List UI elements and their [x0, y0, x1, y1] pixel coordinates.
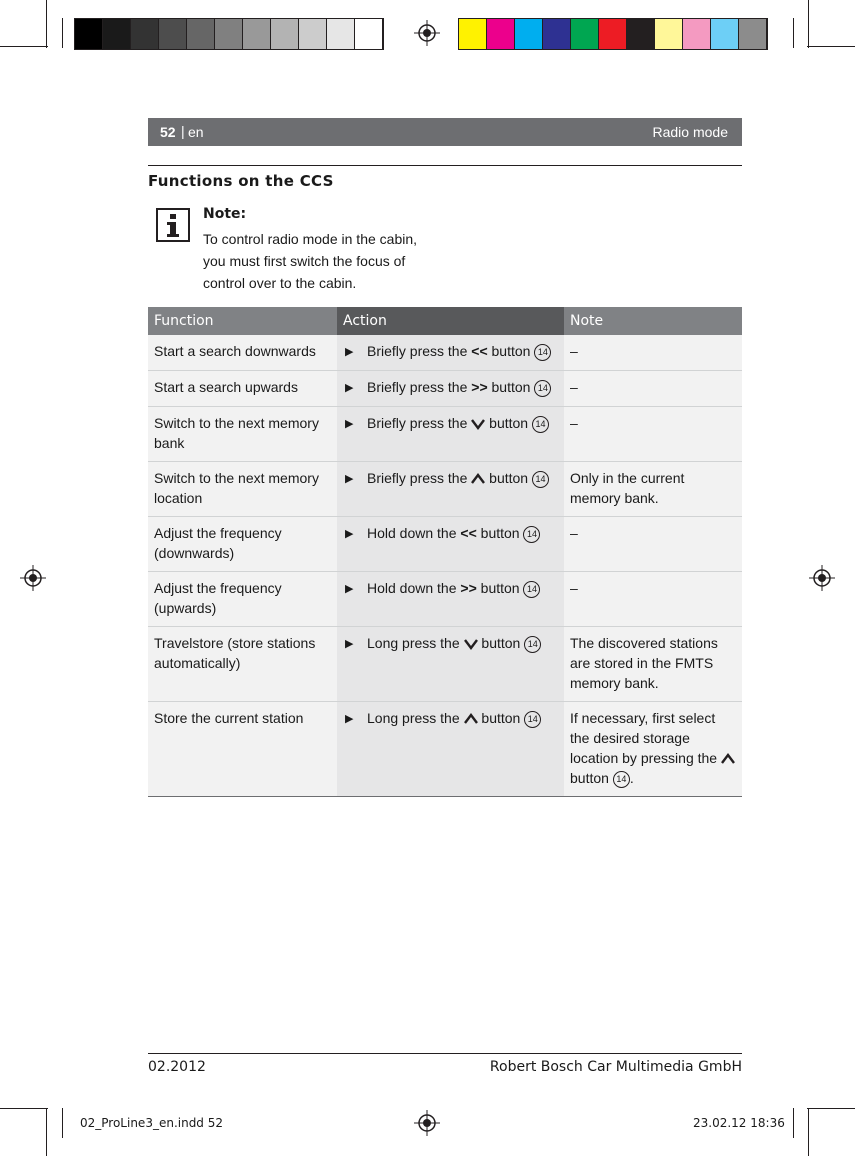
crop-mark	[0, 46, 48, 47]
action-cell	[337, 517, 564, 572]
action-text	[367, 578, 540, 599]
table-row	[148, 572, 742, 627]
action-cell	[337, 462, 564, 517]
note-cell	[564, 462, 742, 517]
slug-file: 02_ProLine3_en.indd 52	[80, 1116, 224, 1130]
color-swatch	[515, 19, 543, 49]
action-button-word: button	[489, 415, 529, 431]
action-cell	[337, 407, 564, 462]
note-text	[203, 228, 433, 294]
color-swatch	[75, 19, 103, 49]
action-text	[367, 633, 541, 654]
crop-mark	[62, 18, 63, 48]
crop-mark	[793, 18, 794, 48]
page-number: 52	[160, 124, 176, 140]
action-cell	[337, 371, 564, 407]
crop-mark	[808, 0, 809, 48]
action-text	[367, 413, 549, 434]
page-header-bar	[148, 118, 742, 146]
function-cell: Switch to the next memory bank	[148, 407, 337, 462]
registration-mark-icon	[809, 565, 835, 591]
button-number-badge: 14	[532, 471, 549, 488]
color-swatch	[571, 19, 599, 49]
note-cell-text: If necessary, first select the desired storage location by pressing the	[570, 710, 718, 766]
color-swatch	[599, 19, 627, 49]
action-verb: Hold down the	[367, 525, 457, 541]
note-cell	[564, 371, 742, 407]
note-line: control over to the cabin.	[203, 275, 357, 291]
section-title: Functions on the CCS	[148, 172, 334, 190]
footer-rule	[148, 1053, 742, 1054]
chevron-up-icon	[471, 473, 485, 485]
color-swatch	[159, 19, 187, 49]
action-text	[367, 341, 551, 362]
button-number-badge: 14	[532, 416, 549, 433]
action-verb: Briefly press the	[367, 379, 468, 395]
note-cell-text: –	[570, 415, 578, 431]
button-number-badge: 14	[534, 344, 551, 361]
seek-glyph: <<	[460, 525, 477, 541]
bullet-triangle-icon: ▶	[345, 473, 354, 485]
action-button-word: button	[481, 710, 521, 726]
bullet-triangle-icon: ▶	[345, 528, 354, 540]
seek-glyph: >>	[460, 580, 477, 596]
table-row	[148, 462, 742, 517]
button-number-badge: 14	[524, 711, 541, 728]
bullet-triangle-icon: ▶	[345, 418, 354, 430]
note-cell-text: .	[629, 770, 634, 786]
column-header-note: Note	[564, 307, 742, 335]
note-title: Note:	[203, 206, 247, 222]
color-swatch	[103, 19, 131, 49]
note-line: you must first switch the focus of	[203, 253, 406, 269]
action-verb: Briefly press the	[367, 343, 468, 359]
table-row	[148, 517, 742, 572]
table-header-row	[148, 307, 742, 335]
chevron-down-icon	[464, 638, 478, 650]
bullet-triangle-icon: ▶	[345, 382, 354, 394]
action-cell	[337, 627, 564, 702]
note-cell	[564, 627, 742, 702]
language-code: en	[188, 124, 204, 140]
slug-timestamp: 23.02.12 18:36	[693, 1116, 785, 1130]
action-button-word: button	[489, 470, 529, 486]
function-cell: Store the current station	[148, 702, 337, 797]
cmyk-color-bar	[458, 18, 768, 50]
note-cell	[564, 517, 742, 572]
button-number-badge: 14	[534, 380, 551, 397]
color-swatch	[683, 19, 711, 49]
color-swatch	[487, 19, 515, 49]
color-swatch	[711, 19, 739, 49]
action-text	[367, 523, 540, 544]
function-cell: Switch to the next memory location	[148, 462, 337, 517]
color-swatch	[327, 19, 355, 49]
action-button-word: button	[491, 379, 531, 395]
color-swatch	[627, 19, 655, 49]
bullet-triangle-icon: ▶	[345, 713, 354, 725]
function-cell: Travelstore (store stations automatically)	[148, 627, 337, 702]
crop-mark	[46, 0, 47, 48]
table-row	[148, 702, 742, 797]
note-cell-text: button	[570, 770, 609, 786]
bullet-triangle-icon: ▶	[345, 346, 354, 358]
action-button-word: button	[481, 635, 521, 651]
button-number-badge: 14	[613, 771, 630, 788]
footer-date: 02.2012	[148, 1059, 206, 1075]
action-text	[367, 708, 541, 729]
function-cell: Adjust the frequency (upwards)	[148, 572, 337, 627]
color-swatch	[299, 19, 327, 49]
crop-mark	[793, 1108, 794, 1138]
function-cell: Start a search upwards	[148, 371, 337, 407]
seek-glyph: <<	[471, 343, 488, 359]
functions-table	[148, 307, 742, 797]
action-text	[367, 377, 551, 398]
color-swatch	[543, 19, 571, 49]
crop-mark	[807, 1108, 855, 1109]
chevron-up-icon	[721, 753, 735, 765]
button-number-badge: 14	[523, 581, 540, 598]
crop-mark	[808, 1108, 809, 1156]
action-verb: Long press the	[367, 710, 460, 726]
button-number-badge: 14	[524, 636, 541, 653]
action-button-word: button	[480, 580, 520, 596]
crop-mark	[62, 1108, 63, 1138]
note-cell-text: –	[570, 525, 578, 541]
note-cell	[564, 335, 742, 371]
color-swatch	[355, 19, 383, 49]
action-button-word: button	[491, 343, 531, 359]
header-separator: |	[181, 123, 185, 139]
column-header-function: Function	[148, 307, 337, 335]
action-verb: Hold down the	[367, 580, 457, 596]
note-cell-text: Only in the current memory bank.	[570, 470, 685, 506]
bullet-triangle-icon: ▶	[345, 638, 354, 650]
table-row	[148, 371, 742, 407]
table-row	[148, 627, 742, 702]
color-swatch	[187, 19, 215, 49]
action-cell	[337, 702, 564, 797]
note-cell	[564, 572, 742, 627]
action-verb: Briefly press the	[367, 415, 468, 431]
note-cell	[564, 407, 742, 462]
color-swatch	[271, 19, 299, 49]
header-rule	[148, 165, 742, 166]
action-verb: Long press the	[367, 635, 460, 651]
color-swatch	[459, 19, 487, 49]
action-verb: Briefly press the	[367, 470, 468, 486]
color-swatch	[739, 19, 767, 49]
function-cell: Start a search downwards	[148, 335, 337, 371]
note-line: To control radio mode in the cabin,	[203, 231, 418, 247]
note-cell-text: –	[570, 343, 578, 359]
note-cell-text: –	[570, 379, 578, 395]
table-row	[148, 407, 742, 462]
note-cell	[564, 702, 742, 797]
crop-mark	[46, 1108, 47, 1156]
footer-publisher: Robert Bosch Car Multimedia GmbH	[489, 1059, 742, 1075]
crop-mark	[0, 1108, 48, 1109]
color-swatch	[655, 19, 683, 49]
info-icon	[156, 208, 190, 242]
column-header-action: Action	[337, 307, 564, 335]
registration-mark-icon	[414, 20, 440, 46]
bullet-triangle-icon: ▶	[345, 583, 354, 595]
grayscale-color-bar	[74, 18, 384, 50]
function-cell: Adjust the frequency (downwards)	[148, 517, 337, 572]
action-text	[367, 468, 549, 489]
table-row	[148, 335, 742, 371]
note-cell-text: –	[570, 580, 578, 596]
action-button-word: button	[480, 525, 520, 541]
action-cell	[337, 572, 564, 627]
registration-mark-icon	[20, 565, 46, 591]
color-swatch	[215, 19, 243, 49]
button-number-badge: 14	[523, 526, 540, 543]
section-name: Radio mode	[652, 124, 728, 140]
action-cell	[337, 335, 564, 371]
note-cell-text: The discovered stations are stored in the FMTS memory bank.	[570, 635, 718, 691]
crop-mark	[807, 46, 855, 47]
color-swatch	[243, 19, 271, 49]
registration-mark-icon	[414, 1110, 440, 1136]
seek-glyph: >>	[471, 379, 488, 395]
chevron-up-icon	[464, 713, 478, 725]
color-swatch	[131, 19, 159, 49]
chevron-down-icon	[471, 418, 485, 430]
